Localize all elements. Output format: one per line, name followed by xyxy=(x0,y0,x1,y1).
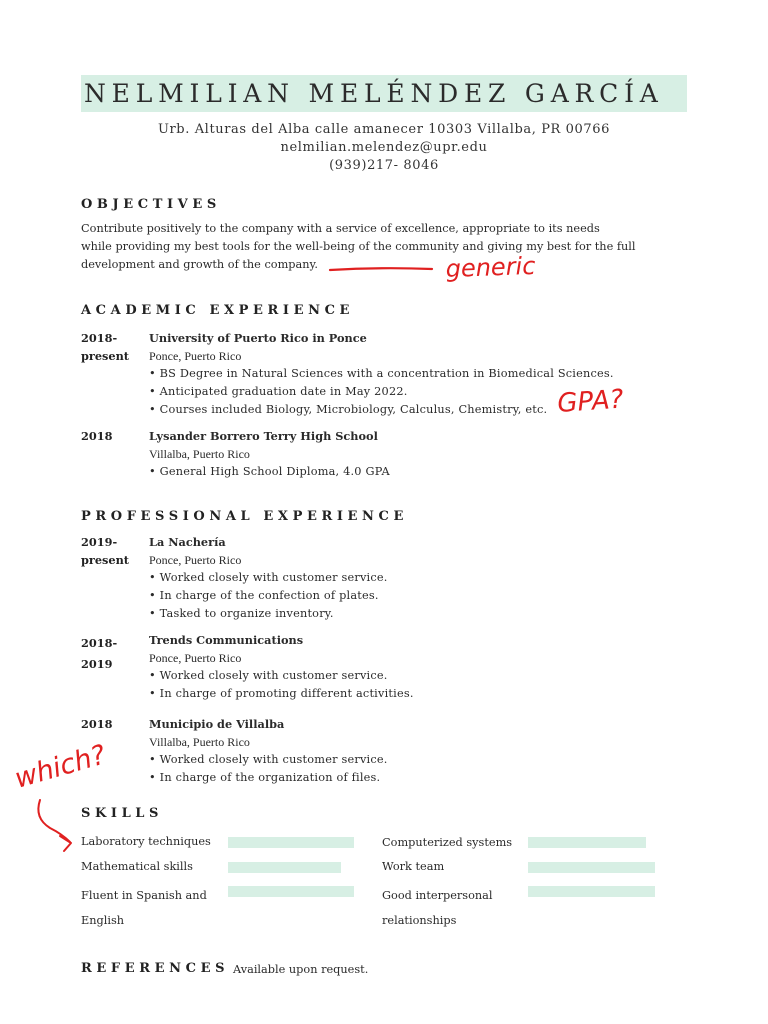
address: Urb. Alturas del Alba calle amanecer 10303 Villalba, PR 00766 xyxy=(157,122,611,137)
professional-heading: PROFESSIONAL EXPERIENCE xyxy=(81,509,408,524)
skill-label: Work team xyxy=(382,860,445,873)
email: nelmilian.melendez@upr.edu xyxy=(280,140,488,155)
academic-entry-1 xyxy=(149,329,669,419)
annotation-generic: generic xyxy=(445,251,536,283)
institution-name: University of Puerto Rico in Ponce xyxy=(149,331,367,345)
academic-entry-2 xyxy=(149,427,669,481)
objectives-line-2: while providing my best tools for the well-being of the community and giving my best for the full xyxy=(81,240,636,253)
skill-level-bar xyxy=(228,886,354,897)
entry-bullet: • Worked closely with customer service. xyxy=(149,669,388,682)
employer-name: La Nachería xyxy=(149,535,226,549)
objectives-heading: OBJECTIVES xyxy=(81,197,221,212)
skill-level-bar xyxy=(528,862,655,873)
candidate-name: NELMILIAN MELÉNDEZ GARCÍA xyxy=(84,79,664,108)
skill-label: Good interpersonal relationships xyxy=(382,889,493,927)
academic-date-1: 2018- present xyxy=(81,331,130,363)
employer-name: Trends Communications xyxy=(149,633,304,647)
institution-location: Ponce, Puerto Rico xyxy=(149,349,242,363)
entry-bullet: • In charge of promoting different activities. xyxy=(149,687,414,700)
entry-bullet: • General High School Diploma, 4.0 GPA xyxy=(149,465,390,478)
skill-label: Fluent in Spanish and English xyxy=(81,889,207,927)
skills-heading: SKILLS xyxy=(81,806,164,821)
arrow-head-icon xyxy=(60,836,71,851)
academic-heading: ACADEMIC EXPERIENCE xyxy=(81,303,355,318)
entry-bullet: • Tasked to organize inventory. xyxy=(149,607,334,620)
entry-bullet: • In charge of the organization of files. xyxy=(149,771,381,784)
arrow-stroke xyxy=(38,800,70,842)
entry-bullet: • Worked closely with customer service. xyxy=(149,753,388,766)
professional-date-2: 2018- 2019 xyxy=(81,636,118,671)
skill-level-bar xyxy=(528,837,646,848)
entry-bullet: • Courses included Biology, Microbiology, Calculus, Chemistry, etc. xyxy=(149,403,548,416)
skill-label: Computerized systems xyxy=(382,836,513,849)
entry-bullet: • BS Degree in Natural Sciences with a concentration in Biomedical Sciences. xyxy=(149,367,614,380)
entry-bullet: • Worked closely with customer service. xyxy=(149,571,388,584)
objectives-line-1: Contribute positively to the company with a service of excellence, appropriate to its needs xyxy=(81,222,600,235)
institution-name: Lysander Borrero Terry High School xyxy=(149,429,378,443)
professional-date-3: 2018 xyxy=(81,717,113,731)
skill-level-bar xyxy=(228,837,354,848)
employer-name: Municipio de Villalba xyxy=(149,717,285,731)
annotation-gpa: GPA? xyxy=(556,384,625,419)
professional-entry-1 xyxy=(149,533,669,623)
annotation-which: which? xyxy=(11,739,110,795)
references-note: Available upon request. xyxy=(233,963,369,976)
employer-location: Villalba, Puerto Rico xyxy=(149,735,250,749)
entry-bullet: • Anticipated graduation date in May 2022. xyxy=(149,385,408,398)
employer-location: Ponce, Puerto Rico xyxy=(149,651,242,665)
skill-level-bar xyxy=(528,886,655,897)
objectives-line-3: development and growth of the company. xyxy=(81,258,318,271)
skill-label: Laboratory techniques xyxy=(81,835,211,848)
professional-date-1: 2019- present xyxy=(81,535,130,567)
employer-location: Ponce, Puerto Rico xyxy=(149,553,242,567)
professional-entry-2 xyxy=(149,631,669,703)
phone: (939)217- 8046 xyxy=(329,158,439,173)
skill-label: Mathematical skills xyxy=(81,860,193,873)
references-heading: REFERENCES xyxy=(81,961,230,976)
academic-date-2: 2018 xyxy=(81,429,113,443)
entry-bullet: • In charge of the confection of plates. xyxy=(149,589,379,602)
skill-level-bar xyxy=(228,862,341,873)
professional-entry-3 xyxy=(149,715,669,787)
institution-location: Villalba, Puerto Rico xyxy=(149,447,250,461)
